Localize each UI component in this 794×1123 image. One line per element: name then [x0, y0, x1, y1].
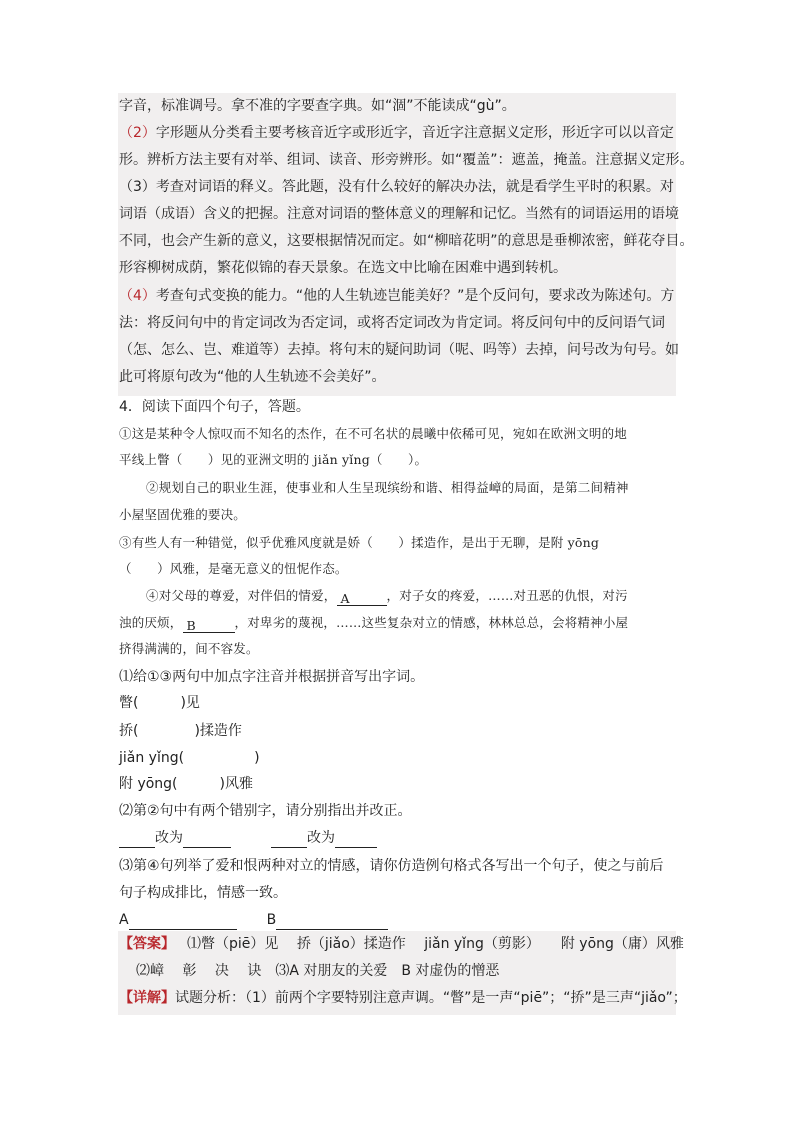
analysis-line: 不同，也会产生新的意义，这要根据情况而定。如“柳暗花明”的意思是垂柳浓密，鲜花夺目。 [119, 233, 694, 249]
subquestion-3-prompt-line-2: 句子构成排比，情感一致。 [119, 885, 287, 901]
sentence-2-line-2: 小屋坚固优雅的要决。 [119, 507, 247, 522]
answer-blank-b [276, 913, 388, 930]
sentence-4-line-2: 浊的厌烦， B ，对卑劣的蔑视，……这些复杂对立的情感，林林总总，会将精神小屋 [119, 615, 629, 633]
wrong-char-blank [119, 831, 155, 848]
analysis-line: 法：将反问句中的肯定词改为否定词，或将否定词改为肯定词。将反问句中的反问语气词 [119, 315, 665, 331]
sentence-4-line-1: ④对父母的尊爱，对伴侣的情爱， A ，对子女的疼爱，……对丑恶的仇恨，对污 [146, 588, 628, 606]
blank-b: B [183, 616, 235, 633]
subquestion-1-item-c: jiǎn yǐng( ) [119, 750, 260, 766]
subquestion-3-answer-line: A B [119, 910, 388, 930]
analysis-line: （4）考查句式变换的能力。“他的人生轨迹岂能美好？”是个反问句，要求改为陈述句。方 [119, 288, 675, 304]
correct-char-blank [183, 831, 231, 848]
analysis-line: 词语（成语）含义的把握。注意对词语的整体意义的理解和记忆。当然有的词语运用的语境 [119, 206, 679, 222]
analysis-para-label: （2） [119, 125, 156, 141]
sentence-1-line-1: ①这是某种令人惊叹而不知名的杰作，在不可名状的晨曦中依稀可见，宛如在欧洲文明的地 [119, 426, 628, 441]
correct-char-blank [335, 831, 377, 848]
answer-line-2: ⑵嶂 彰 决 诀 ⑶A 对朋友的关爱 B 对虚伪的憎恶 [136, 963, 500, 979]
analysis-line: （2）字形题从分类看主要考核音近字或形近字，音近字注意据义定形，形近字可以以音定 [119, 125, 674, 141]
analysis-line: （怎、怎么、岂、难道等）去掉。将句末的疑问助词（呢、吗等）去掉，问号改为句号。如 [119, 342, 679, 358]
answer-label: 【答案】 [119, 936, 175, 952]
subquestion-2-prompt: ⑵第②句中有两个错别字，请分别指出并改正。 [119, 803, 412, 819]
subquestion-2-answer-line: 改为 改为 [119, 828, 377, 848]
sentence-1-line-2: 平线上瞥（ ）见的亚洲文明的 jiǎn yǐng（ ）。 [119, 452, 428, 467]
subquestion-1-item-d: 附 yōng( )风雅 [119, 776, 253, 792]
subquestion-1-prompt: ⑴给①③两句中加点字注音并根据拼音写出字词。 [119, 669, 425, 685]
answer-line-1: 【答案】 ⑴瞥（piē）见 挢（jiǎo）揉造作 jiǎn yǐng（剪影） 附 yōng（庸）风雅 [119, 936, 684, 952]
analysis-line: 形容柳树成荫，繁花似锦的春天景象。在选文中比喻在困难中遇到转机。 [119, 260, 567, 276]
blank-a: A [337, 589, 387, 606]
sentence-3-line-2: （ ）风雅，是毫无意义的忸怩作态。 [119, 561, 348, 576]
analysis-line: 此可将原句改为“他的人生轨迹不会美好”。 [119, 369, 386, 385]
subquestion-3-prompt-line-1: ⑶第④句列举了爱和恨两种对立的情感，请你仿造例句格式各写出一个句子，使之与前后 [119, 858, 664, 874]
wrong-char-blank [271, 831, 307, 848]
analysis-para-label: （4） [119, 288, 156, 304]
subquestion-1-item-b: 挢( )揉造作 [119, 723, 242, 739]
subquestion-1-item-a: 瞥( )见 [119, 695, 200, 711]
sentence-4-line-3: 挤得满满的，间不容发。 [119, 641, 259, 656]
detail-label: 【详解】 [119, 990, 175, 1006]
sentence-2-line-1: ②规划自己的职业生涯，使事业和人生呈现缤纷和谐、相得益嶂的局面，是第二间精神 [146, 480, 629, 495]
detail-line-1: 【详解】试题分析：（1）前两个字要特别注意声调。“瞥”是一声“piē”；“挢”是三声“jiǎo”； [119, 990, 687, 1006]
analysis-line: 形。辨析方法主要有对举、组词、读音、形旁辨形。如“覆盖”：遮盖，掩盖。注意据义定形。 [119, 152, 694, 168]
analysis-line: 字音，标准调号。拿不准的字要查字典。如“涸”不能读成“gù”。 [119, 98, 516, 114]
answer-blank-a [129, 913, 237, 930]
question-title: 4．阅读下面四个句子，答题。 [119, 399, 310, 415]
analysis-line: （3）考查对词语的释义。答此题，没有什么较好的解决办法，就是看学生平时的积累。对 [119, 179, 674, 195]
sentence-3-line-1: ③有些人有一种错觉，似乎优雅风度就是娇（ ）揉造作，是出于无聊，是附 yōng [119, 535, 600, 550]
